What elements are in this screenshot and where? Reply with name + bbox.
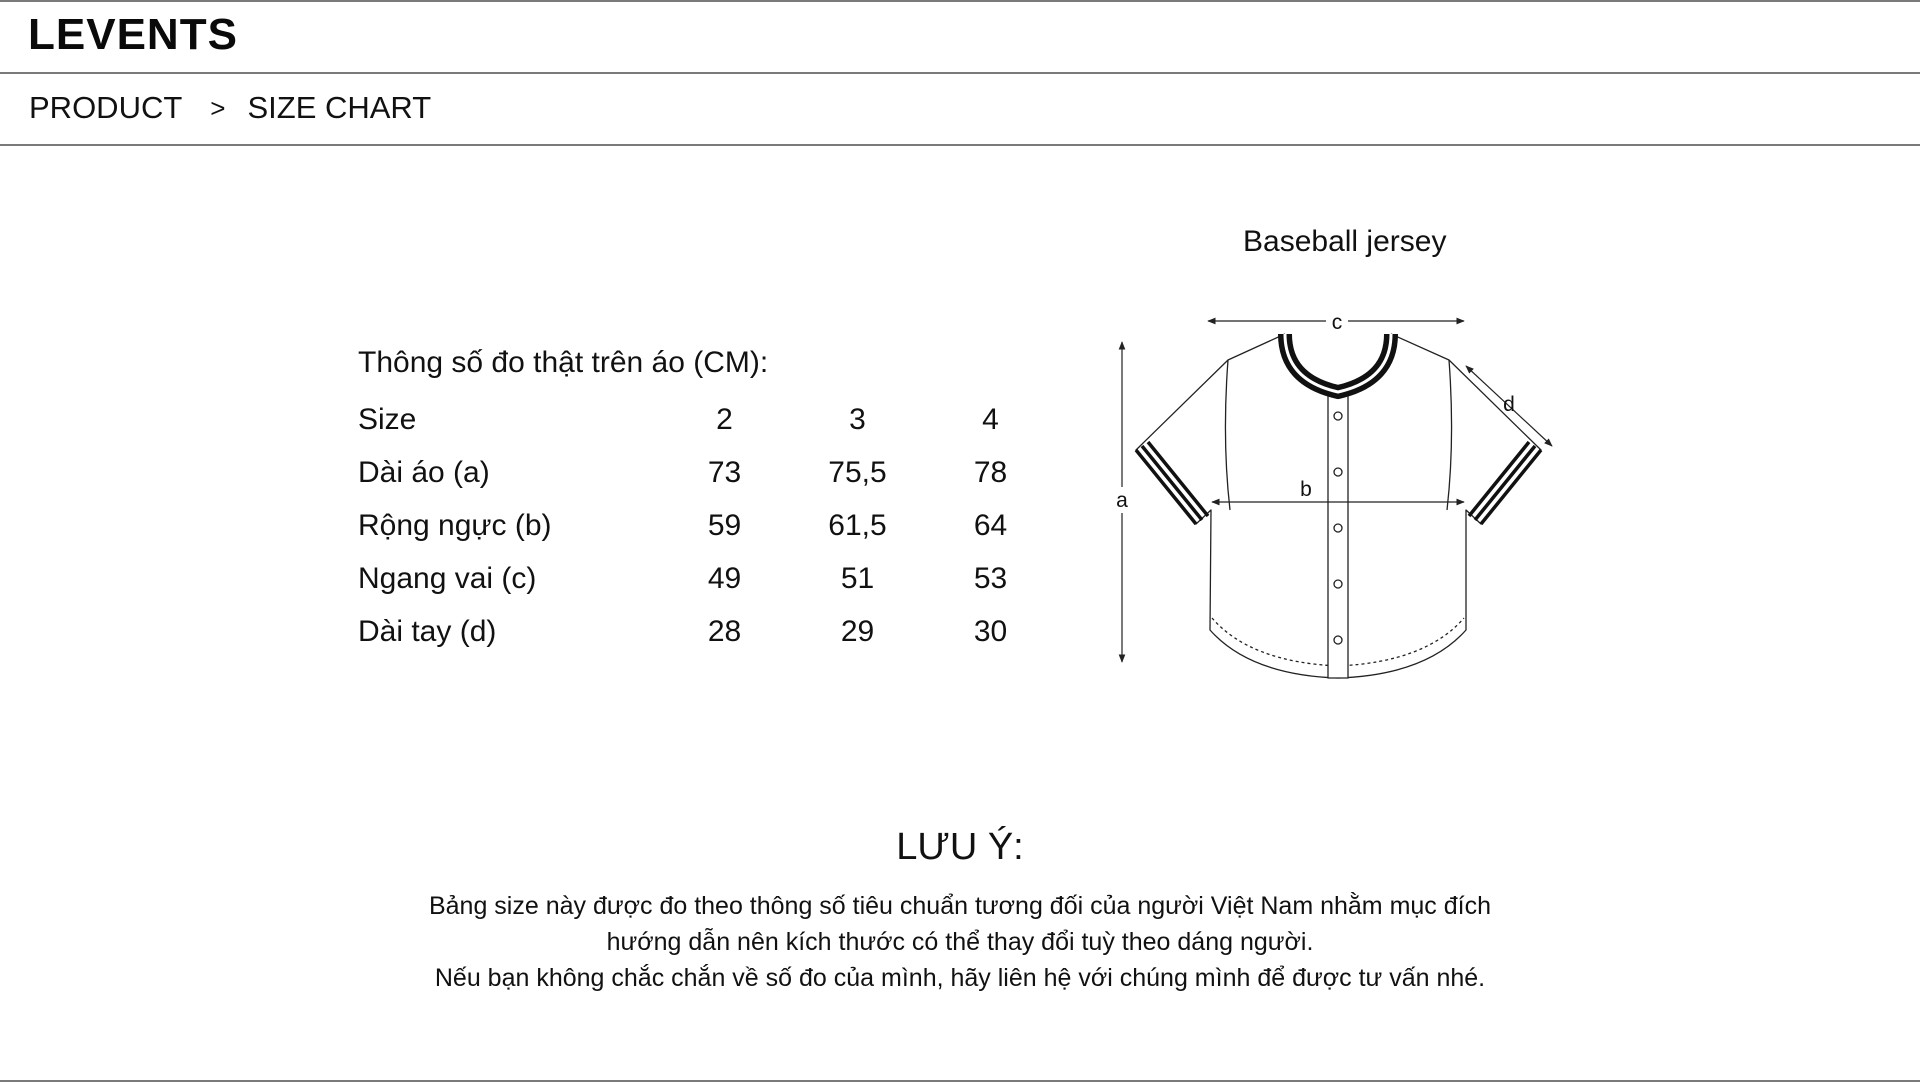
measure-label-b: b <box>1300 478 1312 501</box>
table-cell: 75,5 <box>828 455 887 489</box>
table-cell: 73 <box>707 455 742 489</box>
table-row <box>358 499 1057 552</box>
table-cell: 78 <box>973 455 1008 489</box>
row-label: Rộng ngực (b) <box>358 508 552 542</box>
measure-label-c: c <box>1331 311 1343 334</box>
table-cell: 59 <box>707 508 742 542</box>
column-header-size: Size <box>358 402 417 436</box>
button-icon <box>1334 412 1342 420</box>
row-label: Ngang vai (c) <box>358 561 537 595</box>
table-row <box>358 446 1057 499</box>
button-icon <box>1334 636 1342 644</box>
note-line: Nếu bạn không chắc chắn về số đo của mình, hãy liên hệ với chúng mình để được tư vấn nhé. <box>434 964 1486 992</box>
breadcrumb <box>29 90 431 126</box>
size-table-title: Thông số đo thật trên áo (CM): <box>358 346 769 379</box>
table-cell: 29 <box>840 614 875 648</box>
table-cell: 61,5 <box>828 508 887 542</box>
note-line: Bảng size này được đo theo thông số tiêu chuẩn tương đối của người Việt Nam nhằm mục đích <box>428 892 1492 920</box>
brand-logo[interactable]: LEVENTS <box>28 10 238 59</box>
button-placket <box>1328 390 1348 678</box>
size-table <box>358 393 1057 658</box>
table-row <box>358 552 1057 605</box>
table-cell: 51 <box>840 561 875 595</box>
column-header: 3 <box>849 402 866 436</box>
row-label: Dài áo (a) <box>358 455 490 489</box>
table-cell: 28 <box>707 614 742 648</box>
breadcrumb-item-size-chart: SIZE CHART <box>247 90 432 125</box>
button-icon <box>1334 468 1342 476</box>
table-cell: 49 <box>707 561 742 595</box>
measure-label-a: a <box>1116 489 1128 512</box>
table-cell: 53 <box>973 561 1008 595</box>
column-header: 2 <box>716 402 733 436</box>
header-divider <box>0 72 1920 74</box>
row-label: Dài tay (d) <box>358 614 497 648</box>
breadcrumb-divider <box>0 144 1920 146</box>
note-line: hướng dẫn nên kích thước có thể thay đổi tuỳ theo dáng người. <box>606 928 1314 956</box>
button-icon <box>1334 524 1342 532</box>
jersey-diagram-title: Baseball jersey <box>1243 225 1447 258</box>
table-row <box>358 605 1057 658</box>
jersey-diagram <box>1100 300 1570 690</box>
top-border <box>0 0 1920 2</box>
table-cell: 30 <box>973 614 1008 648</box>
breadcrumb-item-product[interactable]: PRODUCT <box>29 90 183 125</box>
breadcrumb-separator: > <box>210 92 226 123</box>
button-icon <box>1334 580 1342 588</box>
table-cell: 64 <box>973 508 1008 542</box>
column-header: 4 <box>982 402 999 436</box>
note-title: LƯU Ý: <box>896 826 1024 868</box>
note-text <box>0 888 1920 996</box>
measure-label-d: d <box>1503 393 1515 416</box>
table-header-row <box>358 393 1057 446</box>
